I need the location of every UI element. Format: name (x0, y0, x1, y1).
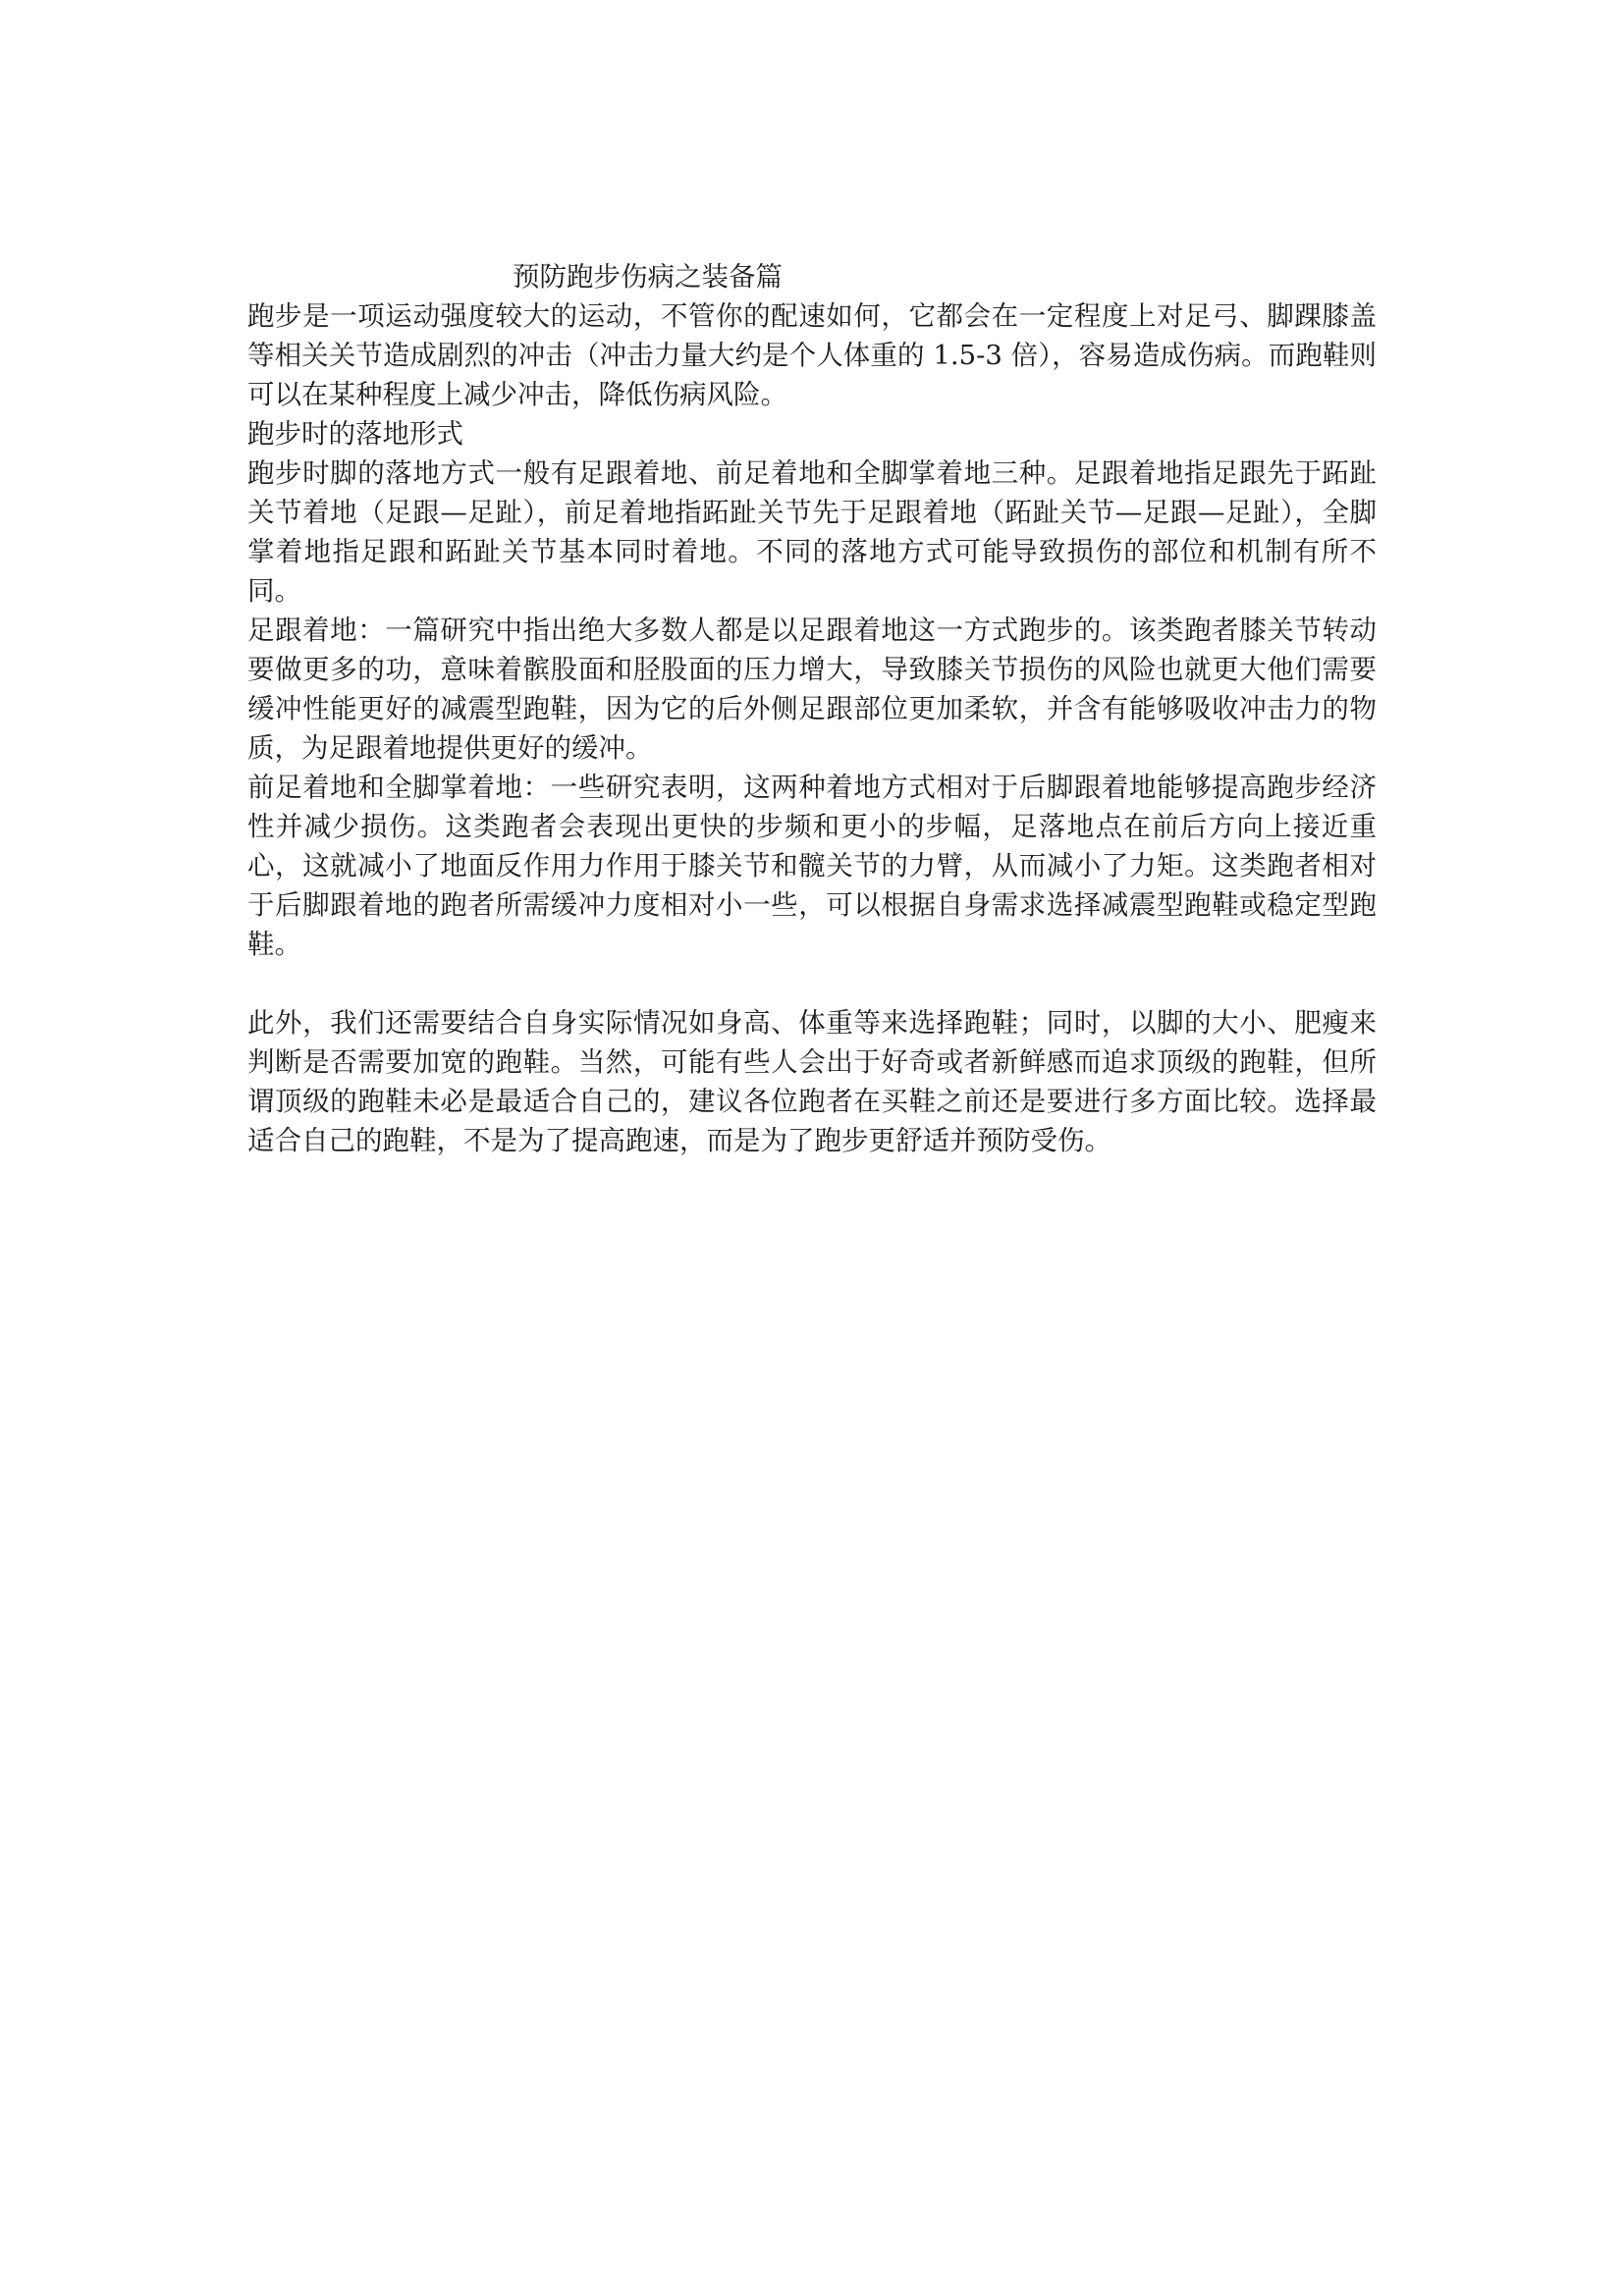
blank-line (247, 964, 1377, 1003)
section-heading-landing: 跑步时的落地形式 (247, 418, 463, 450)
paragraph-landing-types: 跑步时脚的落地方式一般有足跟着地、前足着地和全脚掌着地三种。足跟着地指足跟先于跖趾关节着地（足跟—足趾），前足着地指跖趾关节先于足跟着地（跖趾关节—足跟—足趾），全脚掌着地指足跟和跖趾关节基本同时着地。不同的落地方式可能导致损伤的部位和机制有所不同。 (247, 457, 1377, 607)
paragraph-heel-strike: 足跟着地：一篇研究中指出绝大多数人都是以足跟着地这一方式跑步的。该类跑者膝关节转动要做更多的功，意味着髌股面和胫股面的压力增大，导致膝关节损伤的风险也就更大他们需要缓冲性能更好的减震型跑鞋，因为它的后外侧足跟部位更加柔软，并含有能够吸收冲击力的物质，为足跟着地提供更好的缓冲。 (247, 614, 1377, 764)
document-body (247, 257, 1377, 1160)
paragraph-conclusion: 此外，我们还需要结合自身实际情况如身高、体重等来选择跑鞋；同时，以脚的大小、肥瘦来判断是否需要加宽的跑鞋。当然，可能有些人会出于好奇或者新鲜感而追求顶级的跑鞋，但所谓顶级的跑鞋未必是最适合自己的，建议各位跑者在买鞋之前还是要进行多方面比较。选择最适合自己的跑鞋，不是为了提高跑速，而是为了跑步更舒适并预防受伤。 (247, 1007, 1377, 1156)
paragraph-forefoot-strike: 前足着地和全脚掌着地：一些研究表明，这两种着地方式相对于后脚跟着地能够提高跑步经济性并减少损伤。这类跑者会表现出更快的步频和更小的步幅，足落地点在前后方向上接近重心，这就减小了地面反作用力作用于膝关节和髋关节的力臂，从而减小了力矩。这类跑者相对于后脚跟着地的跑者所需缓冲力度相对小一些，可以根据自身需求选择减震型跑鞋或稳定型跑鞋。 (247, 772, 1377, 960)
paragraph-intro: 跑步是一项运动强度较大的运动，不管你的配速如何，它都会在一定程度上对足弓、脚踝膝盖等相关关节造成剧烈的冲击（冲击力量大约是个人体重的 1.5-3 倍），容易造成伤病。而跑鞋则可以在某种程度上减少冲击，降低伤病风险。 (247, 300, 1377, 410)
document-title: 预防跑步伤病之装备篇 (513, 261, 783, 293)
